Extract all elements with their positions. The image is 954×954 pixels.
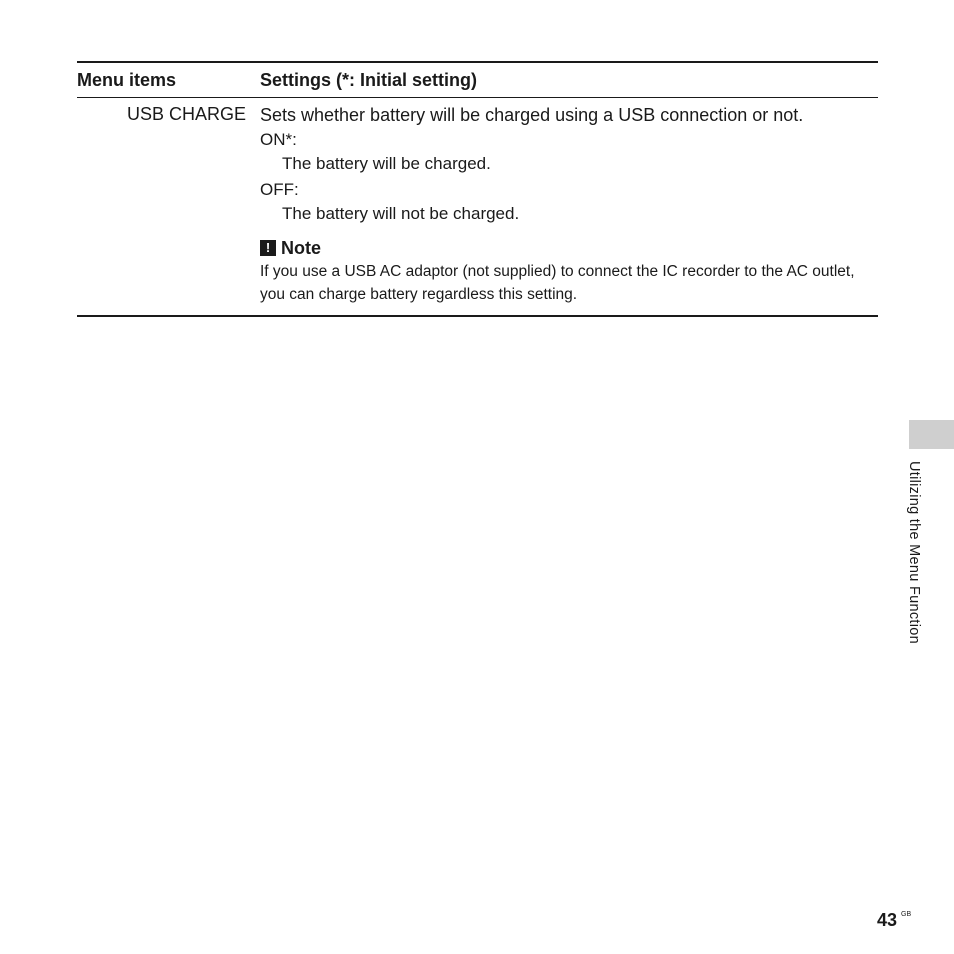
note-text: If you use a USB AC adaptor (not supplied) to connect the IC recorder to the AC outlet, you can charge battery regardless this setting. bbox=[260, 263, 855, 303]
table-bottom-rule bbox=[77, 315, 878, 317]
table-row bbox=[77, 98, 878, 315]
section-tab-marker bbox=[909, 420, 954, 449]
menu-item-usb-charge: USB CHARGE bbox=[126, 104, 246, 124]
option-on-label: ON*: bbox=[260, 130, 297, 149]
option-off-label: OFF: bbox=[260, 180, 299, 199]
page-number: 43 bbox=[877, 910, 898, 930]
note-title: Note bbox=[281, 238, 321, 258]
section-caption: Utilizing the Menu Function bbox=[906, 461, 922, 644]
option-off-description: The battery will not be charged. bbox=[282, 204, 520, 223]
settings-table bbox=[77, 61, 878, 317]
page-number-suffix: GB bbox=[901, 911, 912, 918]
column-header-settings: Settings (*: Initial setting) bbox=[260, 70, 478, 90]
settings-cell bbox=[260, 104, 878, 306]
option-on-description: The battery will be charged. bbox=[282, 154, 491, 173]
column-header-menu-items: Menu items bbox=[77, 70, 177, 90]
note-heading bbox=[260, 236, 878, 260]
note-icon: ! bbox=[260, 240, 276, 256]
setting-description: Sets whether battery will be charged using a USB connection or not. bbox=[260, 105, 804, 125]
table-header-row bbox=[77, 63, 878, 97]
